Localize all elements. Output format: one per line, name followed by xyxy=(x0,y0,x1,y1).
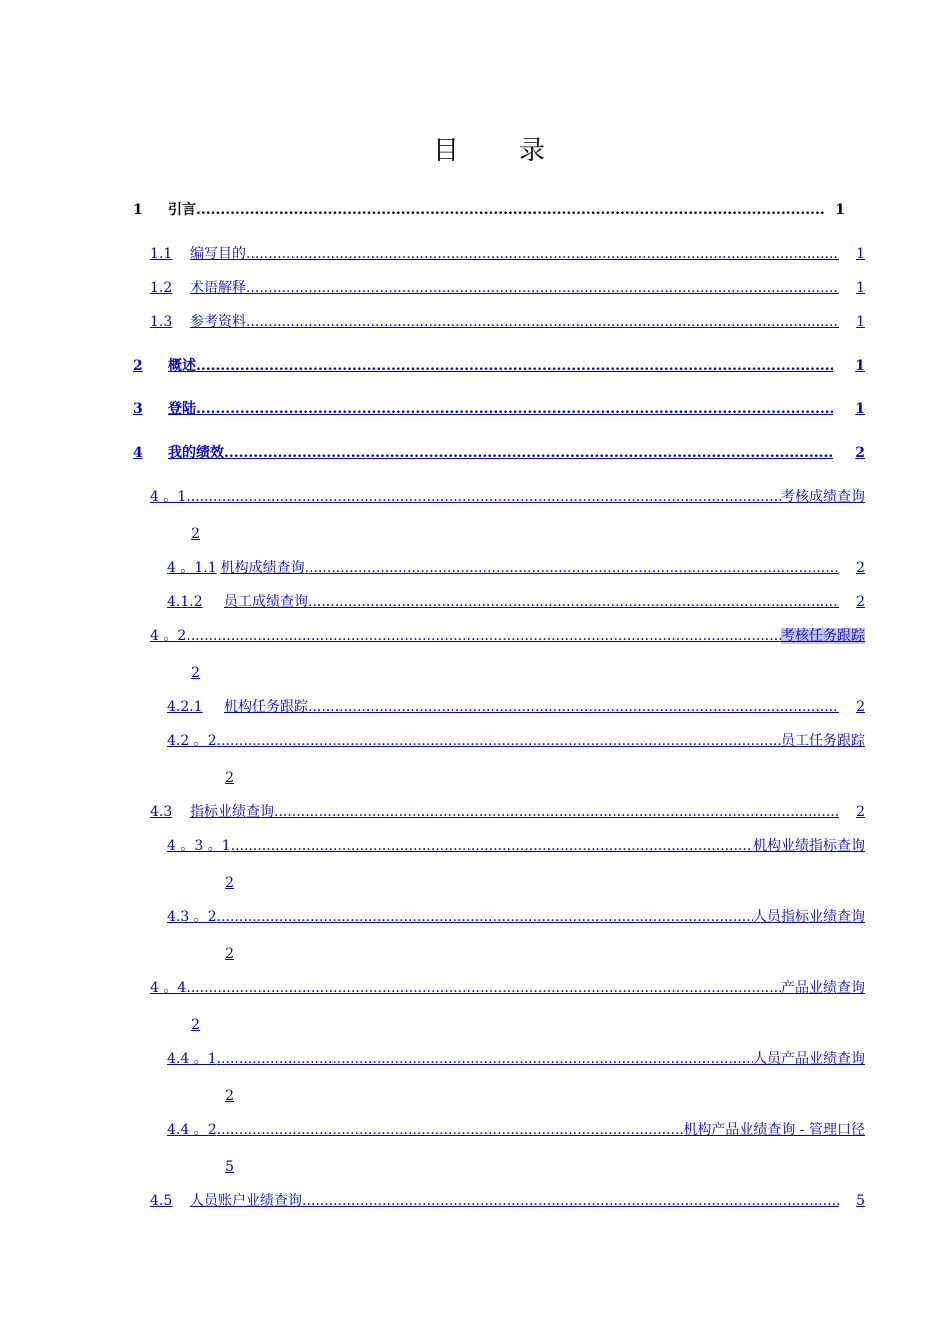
toc-leader-dots xyxy=(302,1193,839,1209)
toc-leader-dots xyxy=(217,909,753,925)
toc-entry-page: 2 xyxy=(856,699,865,715)
toc-entry-number: 4.1.2 xyxy=(167,594,203,610)
toc-entry-number: 4.2 。2 xyxy=(167,733,217,749)
toc-entry-page: 2 xyxy=(191,526,200,542)
toc-entry-page: 1 xyxy=(856,246,865,262)
toc-title-char-1: 目 xyxy=(432,136,461,166)
toc-leader-dots xyxy=(196,401,833,417)
toc-leader-dots xyxy=(274,804,839,820)
toc-title xyxy=(0,130,950,167)
toc-entry-text: 概述 xyxy=(168,358,196,374)
toc-entry-number: 4.2.1 xyxy=(167,699,203,715)
toc-entry-page: 2 xyxy=(225,946,234,962)
toc-entry-number: 4.4 。1 xyxy=(167,1051,217,1067)
toc-entry-1-1[interactable] xyxy=(150,246,865,262)
toc-entry-page: 1 xyxy=(856,280,865,296)
toc-entry-page: 2 xyxy=(225,770,234,786)
toc-entry-page: 2 xyxy=(191,665,200,681)
toc-entry-number: 4 。4 xyxy=(150,980,187,996)
toc-entry-text: 人员产品业绩查询 xyxy=(753,1051,865,1067)
toc-entry-page: 1 xyxy=(855,401,865,417)
toc-entry-number: 4.3 xyxy=(150,804,173,820)
toc-entry-4-3[interactable] xyxy=(150,804,865,820)
toc-leader-dots xyxy=(196,358,833,374)
toc-entry-number: 4 。1.1 xyxy=(167,560,217,576)
toc-entry-text: 机构产品业绩查询 - 管理口径 xyxy=(683,1122,865,1138)
toc-entry-4-4[interactable] xyxy=(150,980,865,996)
toc-leader-dots xyxy=(308,594,839,610)
toc-title-char-2: 录 xyxy=(519,136,548,166)
toc-entry-page: 2 xyxy=(856,560,865,576)
toc-entry-page: 1 xyxy=(856,314,865,330)
toc-leader-dots xyxy=(217,1051,753,1067)
toc-entry-text: 考核任务跟踪 xyxy=(781,628,865,644)
toc-entry-page: 2 xyxy=(856,594,865,610)
toc-entry-text: 登陆 xyxy=(168,401,196,417)
toc-leader-dots xyxy=(305,560,839,576)
toc-leader-dots xyxy=(217,733,781,749)
toc-leader-dots xyxy=(186,489,781,505)
toc-entry-text: 机构任务跟踪 xyxy=(224,699,308,715)
toc-entry-page: 2 xyxy=(856,804,865,820)
toc-entry-number: 4.5 xyxy=(150,1193,173,1209)
toc-entry-4-1-1[interactable] xyxy=(167,560,865,576)
toc-entry-4-2-1[interactable] xyxy=(167,699,865,715)
toc-leader-dots xyxy=(246,246,839,262)
toc-entry-4-4-2[interactable] xyxy=(167,1122,865,1138)
toc-entry-4-2[interactable] xyxy=(150,628,865,644)
toc-entry-4-2-2[interactable] xyxy=(167,733,865,749)
toc-entry-1-2[interactable] xyxy=(150,280,865,296)
toc-entry-page: 2 xyxy=(855,445,865,461)
toc-leader-dots xyxy=(246,314,839,330)
toc-leader-dots xyxy=(224,445,833,461)
toc-leader-dots xyxy=(231,838,753,854)
toc-entry-text: 考核成绩查询 xyxy=(781,489,865,505)
toc-entry-1[interactable] xyxy=(133,202,845,218)
toc-entry-number: 4 。1 xyxy=(150,489,187,505)
toc-entry-text: 编写目的 xyxy=(190,246,246,262)
toc-entry-4-3-1[interactable] xyxy=(167,838,865,854)
toc-entry-text: 引言 xyxy=(168,202,196,218)
toc-entry-text: 人员账户业绩查询 xyxy=(190,1193,302,1209)
toc-entry-text: 员工任务跟踪 xyxy=(781,733,865,749)
toc-entry-number: 1.2 xyxy=(150,280,173,296)
toc-entry-text: 人员指标业绩查询 xyxy=(753,909,865,925)
toc-entry-page: 5 xyxy=(225,1159,234,1175)
toc-entry-number: 4.4 。2 xyxy=(167,1122,217,1138)
toc-entry-text: 机构成绩查询 xyxy=(220,560,305,576)
toc-entry-2[interactable] xyxy=(133,358,865,374)
toc-entry-page: 5 xyxy=(856,1193,865,1209)
toc-entry-text: 术语解释 xyxy=(190,280,246,296)
toc-entry-number: 4 。2 xyxy=(150,628,187,644)
toc-entry-number: 2 xyxy=(133,358,143,374)
toc-entry-page: 1 xyxy=(835,202,845,218)
toc-entry-4-3-2[interactable] xyxy=(167,909,865,925)
toc-entry-page: 1 xyxy=(855,358,865,374)
toc-entry-text: 我的绩效 xyxy=(168,445,224,461)
toc-entry-4-5[interactable] xyxy=(150,1193,865,1209)
toc-entry-text: 指标业绩查询 xyxy=(190,804,274,820)
toc-leader-dots xyxy=(246,280,839,296)
toc-entry-4-4-1[interactable] xyxy=(167,1051,865,1067)
toc-entry-4-1[interactable] xyxy=(150,489,865,505)
toc-entry-text: 员工成绩查询 xyxy=(224,594,308,610)
toc-leader-dots xyxy=(217,1122,684,1138)
toc-entry-page: 2 xyxy=(225,1088,234,1104)
toc-entry-3[interactable] xyxy=(133,401,865,417)
toc-entry-page: 2 xyxy=(225,875,234,891)
toc-entry-number: 1 xyxy=(133,202,143,218)
toc-entry-text: 机构业绩指标查询 xyxy=(753,838,865,854)
toc-entry-number: 4 xyxy=(133,445,143,461)
toc-entry-number: 4.3 。2 xyxy=(167,909,217,925)
toc-leader-dots xyxy=(308,699,839,715)
toc-entry-text: 产品业绩查询 xyxy=(781,980,865,996)
toc-entry-number: 4 。3 。1 xyxy=(167,838,231,854)
toc-entry-4-1-2[interactable] xyxy=(167,594,865,610)
toc-entry-number: 3 xyxy=(133,401,143,417)
toc-entry-page: 2 xyxy=(191,1017,200,1033)
toc-entry-1-3[interactable] xyxy=(150,314,865,330)
toc-leader-dots xyxy=(186,980,781,996)
toc-entry-number: 1.3 xyxy=(150,314,173,330)
toc-entry-4[interactable] xyxy=(133,445,865,461)
toc-entry-text: 参考资料 xyxy=(190,314,246,330)
toc-leader-dots xyxy=(196,202,825,218)
toc-leader-dots xyxy=(186,628,781,644)
toc-entry-number: 1.1 xyxy=(150,246,173,262)
